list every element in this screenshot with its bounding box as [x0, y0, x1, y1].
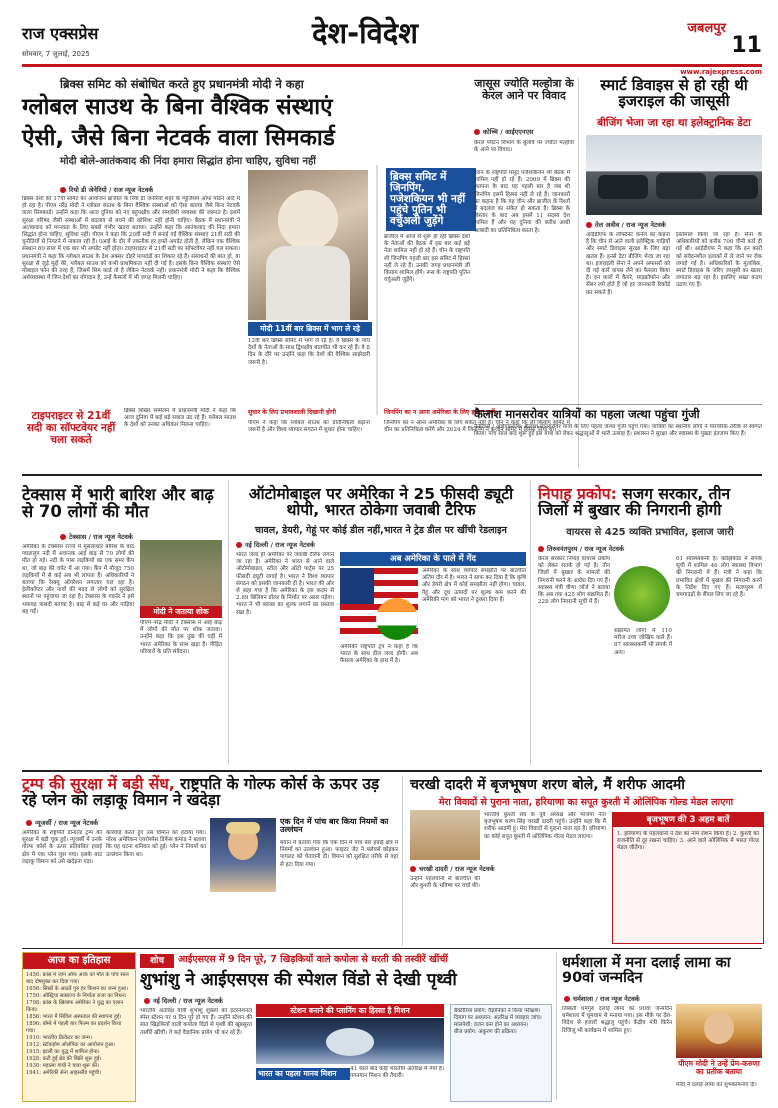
shodh-list-item: बैक्टीरिया प्रयोग: वैज्ञानिकों ने किया परीक्षण। — [454, 1008, 541, 1014]
jasoos-headline: जासूस ज्योति मल्होत्रा के केरल आने पर विवाद — [474, 77, 574, 102]
virus-icon — [614, 566, 670, 622]
kurta-shape — [266, 246, 350, 320]
shodh-photo-caption: स्टेशन बनाने की प्लानिंग का हिस्सा है मिशन — [256, 1004, 444, 1017]
section-title: देश-विदेश — [312, 16, 418, 50]
shodh-text: भारतीय अंतरिक्ष यात्री शुभांशु शुक्ला को इंटरनेशनल स्पेस स्टेशन पर 9 दिन पूरे हो गए हैं। उन्होंने स्टेशन की सात खिड़कियों वाली कपोला विंडो से पृथ्वी की खूबसूरत तस्वीरें खींचीं। वे कई वैज्ञानिक प्रयोग भी कर रहे हैं। — [140, 1008, 252, 1036]
row-rule — [22, 474, 762, 476]
lead-body-text: ब्रिक्स देशों की 17वीं समिट का आयोजन ब्राजील के रियो डी जनेरियो शहर के म्यूजियम ऑफ मॉडर्न आर्ट में हो रहा है। पीएम नरेंद्र मोदी ने ग्लोबल साउथ के बिना वैश्विक संस्थाओं को ऐसा बताया जैसे बिना नेटवर्क वाला सिमकार्ड। उन्होंने कहा कि आज दुनिया को नए बहुपक्षीय और समावेशी व्यवस्था की जरूरत है। इसमें सुरक्षा परिषद जैसी संस्थाओं में बदलाव से बचने की कोशिश नहीं होनी चाहिए। बैठक में प्रधानमंत्री ने आतंकवाद को मानवता के लिए सबसे गंभीर खतरा बताया। उन्होंने कहा कि आतंकवाद की निंदा हमारा सिद्धांत होना चाहिए, सुविधा नहीं। पीएम ने कहा कि 20वीं सदी में बनाई गईं वैश्विक संस्थाएं 21वीं सदी की चुनौतियों से निपटने में नाकाम रही हैं। एआई के दौर में तकनीक हर हफ्ते अपडेट होती है, लेकिन एक वैश्विक संस्थान 80 साल में एक बार भी अपडेट नहीं होता। टाइपराइटर से 21वीं सदी का सॉफ्टवेयर नहीं चल सकता। प्रधानमंत्री ने कहा कि ग्लोबल साउथ के देश अक्सर दोहरे मापदंडों का शिकार रहे हैं। संसाधनों की बात हो, या सुरक्षा से जुड़े मुद्दों की, ग्लोबल साउथ को कभी प्राथमिकता नहीं दी गई है। इसके बिना वैश्विक संस्थाएं ऐसे मोबाइल फोन की तरह हैं, जिसमें सिम कार्ड तो है लेकिन नेटवर्क नहीं। प्रधानमंत्री मोदी ने कहा कि वैश्विक अर्थव्यवस्था में जिन देशों का योगदान है, उन्हें फैसलों में भी जगह मिलनी चाहिए। — [22, 196, 240, 282]
smart-headline: स्मार्ट डिवाइस से हो रही थी इजराइल की जासूसी — [600, 76, 748, 110]
modi-photo — [248, 170, 368, 320]
row-rule — [22, 770, 762, 772]
kailash-headline: कैलाश मानसरोवर यात्रियों का पहला जत्था पहुंचा गुंजी — [474, 407, 700, 421]
dalai-text: तिब्बती धर्मगुरु दलाई लामा का 90वां जन्मदिन धर्मशाला में धूमधाम से मनाया गया। इस मौके पर देश-विदेश से हजारों श्रद्धालु पहुंचे। केंद्रीय मंत्री किरेन रिजिजू भी कार्यक्रम में शामिल हुए। — [562, 1006, 672, 1034]
column-divider — [556, 952, 557, 1100]
masthead — [22, 18, 762, 64]
smart-subhead: बीजिंग भेजा जा रहा था इलेक्ट्रानिक डेटा — [597, 117, 751, 129]
auto-byline: नई दिल्ली / राज न्यूज नेटवर्क — [236, 540, 315, 549]
auto-headline: ऑटोमोबाइल पर अमेरिका ने 25 फीसदी ड्यूटी थोपी, भारत ठोकेगा जवाबी टैरिफ — [248, 485, 514, 520]
texas-photo-caption: मोदी ने जताया शोक — [140, 606, 222, 618]
history-item: 1798: फ्रांस के खिलाफ अमेरिका ने युद्ध का एलान किया। — [26, 1000, 124, 1013]
trump-box-text: बयान में बताया गया कि एक दिन में पांच बार हवाई क्षेत्र में नियमों का उल्लंघन हुआ। फाइटर जेट ने फ्लेयर्स छोड़कर पायलट को चेतावनी दी। विमान को सुरक्षित तरीके से वहां से हटा दिया गया। — [280, 840, 398, 868]
history-item: 1915: इटली का युद्ध में शामिल होना। — [26, 1049, 100, 1055]
column-divider — [530, 480, 531, 765]
charkhi-text-2: उन्होंने पहलवानों से बातचीत की और कुश्ती के भविष्य पर चर्चा की। — [410, 876, 480, 890]
paper-name: राज एक्सप्रेस — [22, 24, 99, 43]
dalai-photo-caption: पीएम मोदी ने उन्हें प्रेम-करुणा का प्रतीक बताया — [678, 1059, 760, 1076]
shodh-byline: नई दिल्ली / राज न्यूज नेटवर्क — [144, 996, 223, 1005]
lead-headline-1: ग्लोबल साउथ के बिना वैश्विक संस्थाएं — [22, 94, 333, 120]
charkhi-headline: चरखी दादरी में बृजभूषण शरण बोले, मैं शरीफ आदमी — [410, 777, 685, 793]
issue-date: सोमवार, 7 जुलाई, 2025 — [22, 50, 90, 58]
jasoos-text: केरल पर्यटन विभाग के बुलावे पर ज्योति मल्होत्रा के आने पर विवाद। — [474, 140, 574, 154]
car-shape — [598, 175, 648, 199]
auto-box-text: अमेरिका के साथ व्यापार समझौते पर बातचीत अंतिम दौर में है। भारत ने साफ कर दिया है कि कृषि और डेयरी क्षेत्र में कोई समझौता नहीं होगा। चावल, गेहूं और दूध उत्पादों पर शुल्क कम करने की अमेरिकी मांग को भारत ने ठुकरा दिया है। — [422, 568, 526, 603]
us-flag-canton — [340, 568, 374, 604]
lead-body-text-3: ब्रिक्स शिखर सम्मेलन में प्रधानमंत्री मोदी ने कहा कि आज दुनिया में कई बड़े सवाल उठ रहे हैं। ग्लोबल साउथ के देशों को उनका अधिकार मिलना चाहिए। — [124, 408, 236, 429]
rule — [474, 404, 762, 405]
history-item: 1656: सिखों के आठवें गुरु हर किशन का जन्म हुआ। — [26, 986, 128, 992]
page-number: 11 — [731, 33, 762, 58]
nipah-text: केरल सरकार निपाह वायरस प्रकोप को लेकर सतर्क हो गई है। तीन जिलों में बुखार के मामलों की निगरानी करने के आदेश दिए गए हैं। स्वास्थ्य मंत्री वीणा जॉर्ज ने बताया कि अब तक 425 लोग संक्रमित हैं। 228 लोग निगरानी सूची में हैं। — [538, 556, 610, 606]
auto-subhead: चावल, डेयरी, गेहूं पर कोई डील नहीं,भारत ने ट्रेड डील पर खींची रेडलाइन — [255, 525, 507, 536]
nipah-text-3: 61 स्वास्थ्यकर्मी हैं। कोझिकोड में संपर्क सूची में शामिल 46 लोग स्वास्थ्य विभाग की निगरानी में हैं। मंत्री ने कहा कि प्रभावित क्षेत्रों में बुखार की निगरानी करने के निर्देश दिए गए हैं। मलप्पुरम में चमगादड़ों के सैंपल लिए जा रहे हैं। — [676, 556, 762, 599]
charkhi-byline: चरखी दादरी / राज न्यूज नेटवर्क — [410, 864, 495, 873]
astronaut-shape — [326, 1028, 374, 1056]
lead-subhead: मोदी बोले-आतंकवाद की निंदा हमारा सिद्धांत होना चाहिए, सुविधा नहीं — [60, 156, 316, 167]
car-shape — [714, 175, 758, 199]
car-shape — [656, 173, 706, 199]
flags-graphic — [340, 568, 418, 640]
history-item: 1941: अमेरिकी सेना आइसलैंड पहुंची। — [26, 1070, 102, 1076]
history-item: 1930: महात्मा गांधी ने यात्रा शुरू की। — [26, 1063, 100, 1069]
iss-photo — [256, 1018, 444, 1064]
history-item: 1928: कटी हुई ब्रेड की बिक्री शुरू हुई। — [26, 1056, 102, 1062]
history-item: 1910: भारतीय क्रिकेटर का जन्म। — [26, 1035, 92, 1041]
lead-sub-1: सुधार के लिए प्रभावशाली दिखानी होगी — [248, 409, 336, 416]
nipah-headline: निपाह प्रकोप: सजग सरकार, तीन जिलों में बुखार की निगरानी होगी — [538, 485, 731, 520]
face-shape — [704, 1012, 734, 1044]
history-title: आज का इतिहास — [23, 953, 135, 969]
trump-text: अमेरिका के राष्ट्रपति डोनाल्ड ट्रम्प की सुरक्षा में बड़ी चूक हुई। न्यूजर्सी में उनके गोल्फ कोर्स के ऊपर प्रतिबंधित हवाई क्षेत्र में एक प्लेन घुस गया। इसके बाद लड़ाकू विमान को उसे खदेड़ना पड़ा। — [22, 830, 102, 865]
charkhi-box-text: 1. हरियाणा के पहलवानों ने देश का नाम रोशन किया है। 2. कुश्ती को राजनीति से दूर रखना चाहिए। 3. आने वाले ओलिंपिक में भारत गोल्ड मेडल जीतेगा। — [617, 831, 759, 852]
auto-box-text-2: अमेरिकी राष्ट्रपति ट्रंप ने कहा है कि भारत के साथ डील जल्द होगी। अब फैसला अमेरिका के हाथ में है। — [340, 644, 418, 665]
trump-text-2: कार्रवाई करते हुए उस विमान को हटाया गया। नॉरथ अमेरिकन एयरोस्पेस डिफेंस कमांड ने बताया कि यह घटना शनिवार को हुई। प्लेन ने नियमों का उल्लंघन किया था। — [106, 830, 206, 858]
charkhi-text: भारतीय कुश्ती संघ के पूर्व अध्यक्ष और भाजपा नेता बृजभूषण शरण सिंह चरखी दादरी पहुंचे। उन्होंने कहा कि मैं शरीफ आदमी हूं। मेरा विवादों से पुराना नाता रहा है। हरियाणा का कोई सपूत कुश्ती में ओलिंपिक गोल्ड मेडल लाएगा। — [484, 812, 606, 840]
masthead-rule — [22, 64, 762, 67]
trump-headline: ट्रम्प की सुरक्षा में बड़ी सेंध, राष्ट्रपति के गोल्फ कोर्स के ऊपर उड़ रहे प्लेन को लड़ाकू विमान ने खदेड़ा — [22, 775, 380, 810]
history-item: 1856: भारत में सिविल अस्पताल की स्थापना हुई। — [26, 1014, 122, 1020]
trump-photo — [210, 818, 276, 892]
charkhi-subhead: मेरा विवादों से पुराना नाता, हरियाणा का सपूत कुश्ती में ओलिंपिक गोल्ड मेडल लाएगा — [438, 797, 734, 808]
lead-headline-2: ऐसी, जैसे बिना नेटवर्क वाला सिमकार्ड — [22, 125, 335, 151]
lead-body-text-2: 12वीं बार ब्रिक्स समिट में भाग ले रहे हैं। वे ब्रिक्स के पांच देशों के नेताओं के साथ द्विपक्षीय बातचीत भी कर रहे हैं। वे 8 दिन के दौरे पर उन्होंने कहा कि देशों की वैश्विक साझेदारी जरूरी है। — [248, 338, 370, 366]
smart-text-2: इस्तेमाल किया जा रहा है। सेना के अधिकारियों को करीब 700 चीनी कारें दी गई थीं। आईडीएफ ने कहा कि इन कारों को संवेदनशील इलाकों में ले जाने पर रोक लगाई गई है। अधिकारियों के मुताबिक, स्मार्ट डिवाइस के जरिए जासूसी का खतरा लगातार बढ़ रहा है। इसलिए सख्त कदम उठाए गए हैं। — [676, 232, 762, 289]
lead-byline: रियो डी जेनेरियो / राज न्यूज नेटवर्क — [60, 185, 153, 194]
trump-box-headline: एक दिन में पांच बार किया नियमों का उल्लंघन — [280, 817, 389, 835]
shodh-list-item: दिमाग पर अध्ययन: अंतरिक्ष में व्यवहार जांच। — [454, 1015, 542, 1021]
texas-text: अमेरिका के टेक्सास राज्य में मूसलाधार बारिश के बाद ग्वाडालूप नदी में अचानक आई बाढ़ से 70 लोगों की मौत हो गई। नदी के पास लड़कियों का एक समर कैंप था, जो बाढ़ की चपेट में आ गया। कैंप में मौजूद 750 लड़कियों में से कई अब भी लापता हैं। अधिकारियों ने बताया कि रेस्क्यू ऑपरेशन लगातार चल रहा है। हेलीकॉप्टर और नावों की मदद से लोगों को सुरक्षित स्थानों पर पहुंचाया जा रहा है। टेक्सास के गवर्नर ने इसे भयावह त्रासदी बताया है। बाढ़ से कई घर और गाड़ियां बह गईं। — [22, 544, 134, 615]
nipah-text-2: संक्रमित लोगों में 110 मरीज उच्च जोखिम वाले हैं। 87 स्वास्थ्यकर्मी भी संपर्क में आए। — [614, 628, 672, 656]
trump-byline: न्यूजर्सी / राज न्यूज नेटवर्क — [26, 818, 98, 827]
history-item: 1750: ऑस्ट्रिया साम्राज्य के निर्माता राजा का निधन। — [26, 993, 127, 999]
charkhi-photo — [410, 810, 480, 860]
kailash-text: नैनीताल / आईएएनएस: कैलाश मानसरोवर यात्रा के लिए पहला जत्था गुंजी पहुंच गया। यात्रियों का स्थानीय लोगों ने पारंपरिक तरीके से स्वागत किया। पांच साल बाद शुरू हुई इस यात्रा को लेकर श्रद्धालुओं में भारी उत्साह है। प्रशासन ने सुरक्षा और स्वास्थ्य के पुख्ता इंतजाम किए हैं। — [474, 424, 762, 438]
shodh-headline: शुभांशु ने आईएसएस की स्पेशल विंडो से देखी पृथ्वी — [140, 970, 457, 990]
history-item: 1912: स्टॉकहोम ओलंपिक का आयोजन हुआ। — [26, 1042, 116, 1048]
shodh-list — [454, 1008, 548, 1098]
lead-body-text-4: पीएम ने कहा कि ग्लोबल साउथ का प्रतिनिधित्व बढ़ाना जरूरी है और विश्व व्यापार संगठन में सुधार होना चाहिए। — [248, 420, 370, 434]
modi-photo-caption: मोदी 11वीं बार ब्रिक्स में भाग ले रहे — [248, 322, 372, 336]
india-flag-icon — [376, 598, 418, 640]
edition-city: जबलपुर — [687, 21, 726, 36]
history-item: 1456: फ्रांस में जोन ऑफ आर्क को मौत के पांच साल बाद दोषमुक्त कर दिया गया। — [26, 972, 129, 985]
shodh-kicker: आईएसएस में 9 दिन पूरे, 7 खिड़कियों वाले कपोला से धरती की तस्वीरें खींचीं — [178, 954, 448, 965]
dalai-byline: धर्मशाला / राज न्यूज नेटवर्क — [564, 994, 640, 1003]
shodh-box-headline: भारत का पहला मानव मिशन — [256, 1068, 350, 1080]
row-rule — [22, 948, 762, 949]
smart-text: आईडीएफ के लेफ्टिनेंट कर्नल का कहना है कि चीन से आने वाली इलेक्ट्रिक गाड़ियों और स्मार्ट डिवाइस सुरक्षा के लिए बड़ा खतरा हैं। इनसे डेटा बीजिंग भेजा जा रहा था। इजराइली सेना ने अपने अफसरों को दी गई कारें वापस लेने का फैसला किया है। इन कारों में कैमरे, माइक्रोफोन और सेंसर लगे होते हैं जो हर जानकारी रिकॉर्ड कर सकते हैं। — [586, 232, 670, 296]
column-divider — [402, 776, 403, 946]
brics-side-headline: ब्रिक्स समिट में जिनपिंग, पजेशकियन भी नहीं पहुंचे पुतिन भी वर्चुअली जुड़ेंगे — [386, 168, 476, 231]
smart-byline: तेल अवीव / राज न्यूज नेटवर्क — [586, 220, 666, 229]
texas-headline: टेक्सास में भारी बारिश और बाढ़ से 70 लोगों की मौत — [22, 485, 214, 522]
auto-text: भारत जल्द ही अमेरिका पर जवाबी टैरिफ लगाने जा रहा है। अमेरिका ने भारत से आने वाले ऑटोमोबाइल, स्टील और ऑटो पार्ट्स पर 25 फीसदी ड्यूटी लगाई है। भारत ने विश्व व्यापार संगठन को इसकी जानकारी दी है। भारत की ओर से कहा गया है कि अमेरिका के इस कदम से 2.89 बिलियन डॉलर के निर्यात पर असर पड़ेगा। भारत ने भी बराबर का शुल्क लगाने का प्रस्ताव रखा है। — [236, 552, 334, 616]
lead-quote: टाइपराइटर से 21वीं सदी का सॉफ्टवेयर नहीं चला सकते — [26, 410, 116, 446]
lead-body-text-5: जिनपिंग का न आना अमेरिका के लिए संकेत नहीं है। चीन ने कहा कि ली कियांग समिट में चीन का प्रतिनिधित्व करेंगे और 2024 में जिनपिंग ने कजान समिट में हिस्सा लिया था। — [384, 420, 570, 434]
dalai-photo — [676, 1004, 762, 1058]
hair-shape — [226, 822, 260, 834]
history-list — [26, 972, 132, 1098]
face-shape — [278, 190, 338, 250]
dalai-headline: धर्मशाला में मना दलाई लामा का 90वां जन्मदिन — [562, 955, 731, 987]
texas-photo — [140, 540, 222, 606]
cars-photo — [586, 135, 762, 215]
shodh-list-item: बीज प्रयोग: अंकुरण की प्रक्रिया। — [454, 1029, 517, 1035]
texas-byline: टेक्सास / राज न्यूज नेटवर्क — [60, 532, 133, 541]
column-divider — [228, 480, 229, 765]
nipah-subhead: वायरस से 425 व्यक्ति प्रभावित, इलाज जारी — [566, 527, 734, 538]
shodh-label: शोध — [140, 954, 174, 968]
shodh-list-item: मांसपेशी: वजन कम होने का अध्ययन। — [454, 1022, 529, 1028]
nipah-byline: तिरुवनंतपुरम / राज न्यूज नेटवर्क — [538, 544, 624, 553]
history-item: 1896: बॉम्बे में पहली बार फिल्म का प्रदर्शन किया गया। — [26, 1021, 122, 1034]
shodh-box-text: 41 साल बाद कोई भारतीय अंतरिक्ष में गया है। गगनयान मिशन की तैयारी। — [350, 1066, 444, 1080]
website-link[interactable]: www.rajexpress.com — [680, 68, 762, 76]
brics-side-text-2: ईरान के राष्ट्रपति मसूद पजेशकियन भी बैठक में शामिल नहीं हो रहे हैं। 2009 में ब्रिक्स की स्थापना के बाद यह पहली बार है जब शी जिनपिंग इसमें हिस्सा नहीं ले रहे हैं। जानकारों का कहना है कि यह चीन और ब्राजील के रिश्तों में बदलाव का संकेत हो सकता है। ब्रिक्स के विस्तार के बाद अब इसमें 11 सदस्य देश शामिल हैं और यह दुनिया की करीब आधी आबादी का प्रतिनिधित्व करता है। — [474, 170, 570, 234]
shodh-list-box — [450, 1004, 552, 1102]
jasoos-byline: कोच्चि / आईएएनएस — [474, 127, 533, 136]
dalai-text-2: मोदी ने दलाई लामा को शुभकामनाएं दीं। — [676, 1082, 757, 1088]
texas-text-2: पीएम नरेंद्र मोदी ने टेक्सास में आई बाढ़ में लोगों की मौत पर शोक जताया। उन्होंने कहा कि इस दुख की घड़ी में भारत अमेरिका के साथ खड़ा है। पीड़ित परिवारों के प्रति संवेदना। — [140, 620, 222, 655]
charkhi-box — [612, 812, 764, 944]
column-divider — [376, 165, 378, 415]
charkhi-box-title: बृजभूषण की 3 अहम बातें — [613, 813, 763, 827]
auto-box-title: अब अमेरिका के पाले में गेंद — [340, 552, 526, 566]
brics-side-text: ब्राजील में आज से शुरू हो रही ब्रिक्स देशों के नेताओं की बैठक में इस बार कई बड़े नेता शामिल नहीं हो रहे हैं। चीन के राष्ट्रपति शी जिनपिंग पहली बार इस समिट में हिस्सा नहीं ले रहे हैं। उनकी जगह प्रधानमंत्री ली कियांग शामिल होंगे। रूस के राष्ट्रपति पुतिन वर्चुअली जुड़ेंगे। — [384, 234, 470, 284]
history-box — [22, 952, 136, 1102]
lead-kicker: ब्रिक्स समिट को संबोधित करते हुए प्रधानमंत्री मोदी ने कहा — [60, 77, 304, 91]
lead-sub-2: जिनपिंग का न आना अमेरिका के लिए इशारा नहीं — [384, 409, 495, 416]
